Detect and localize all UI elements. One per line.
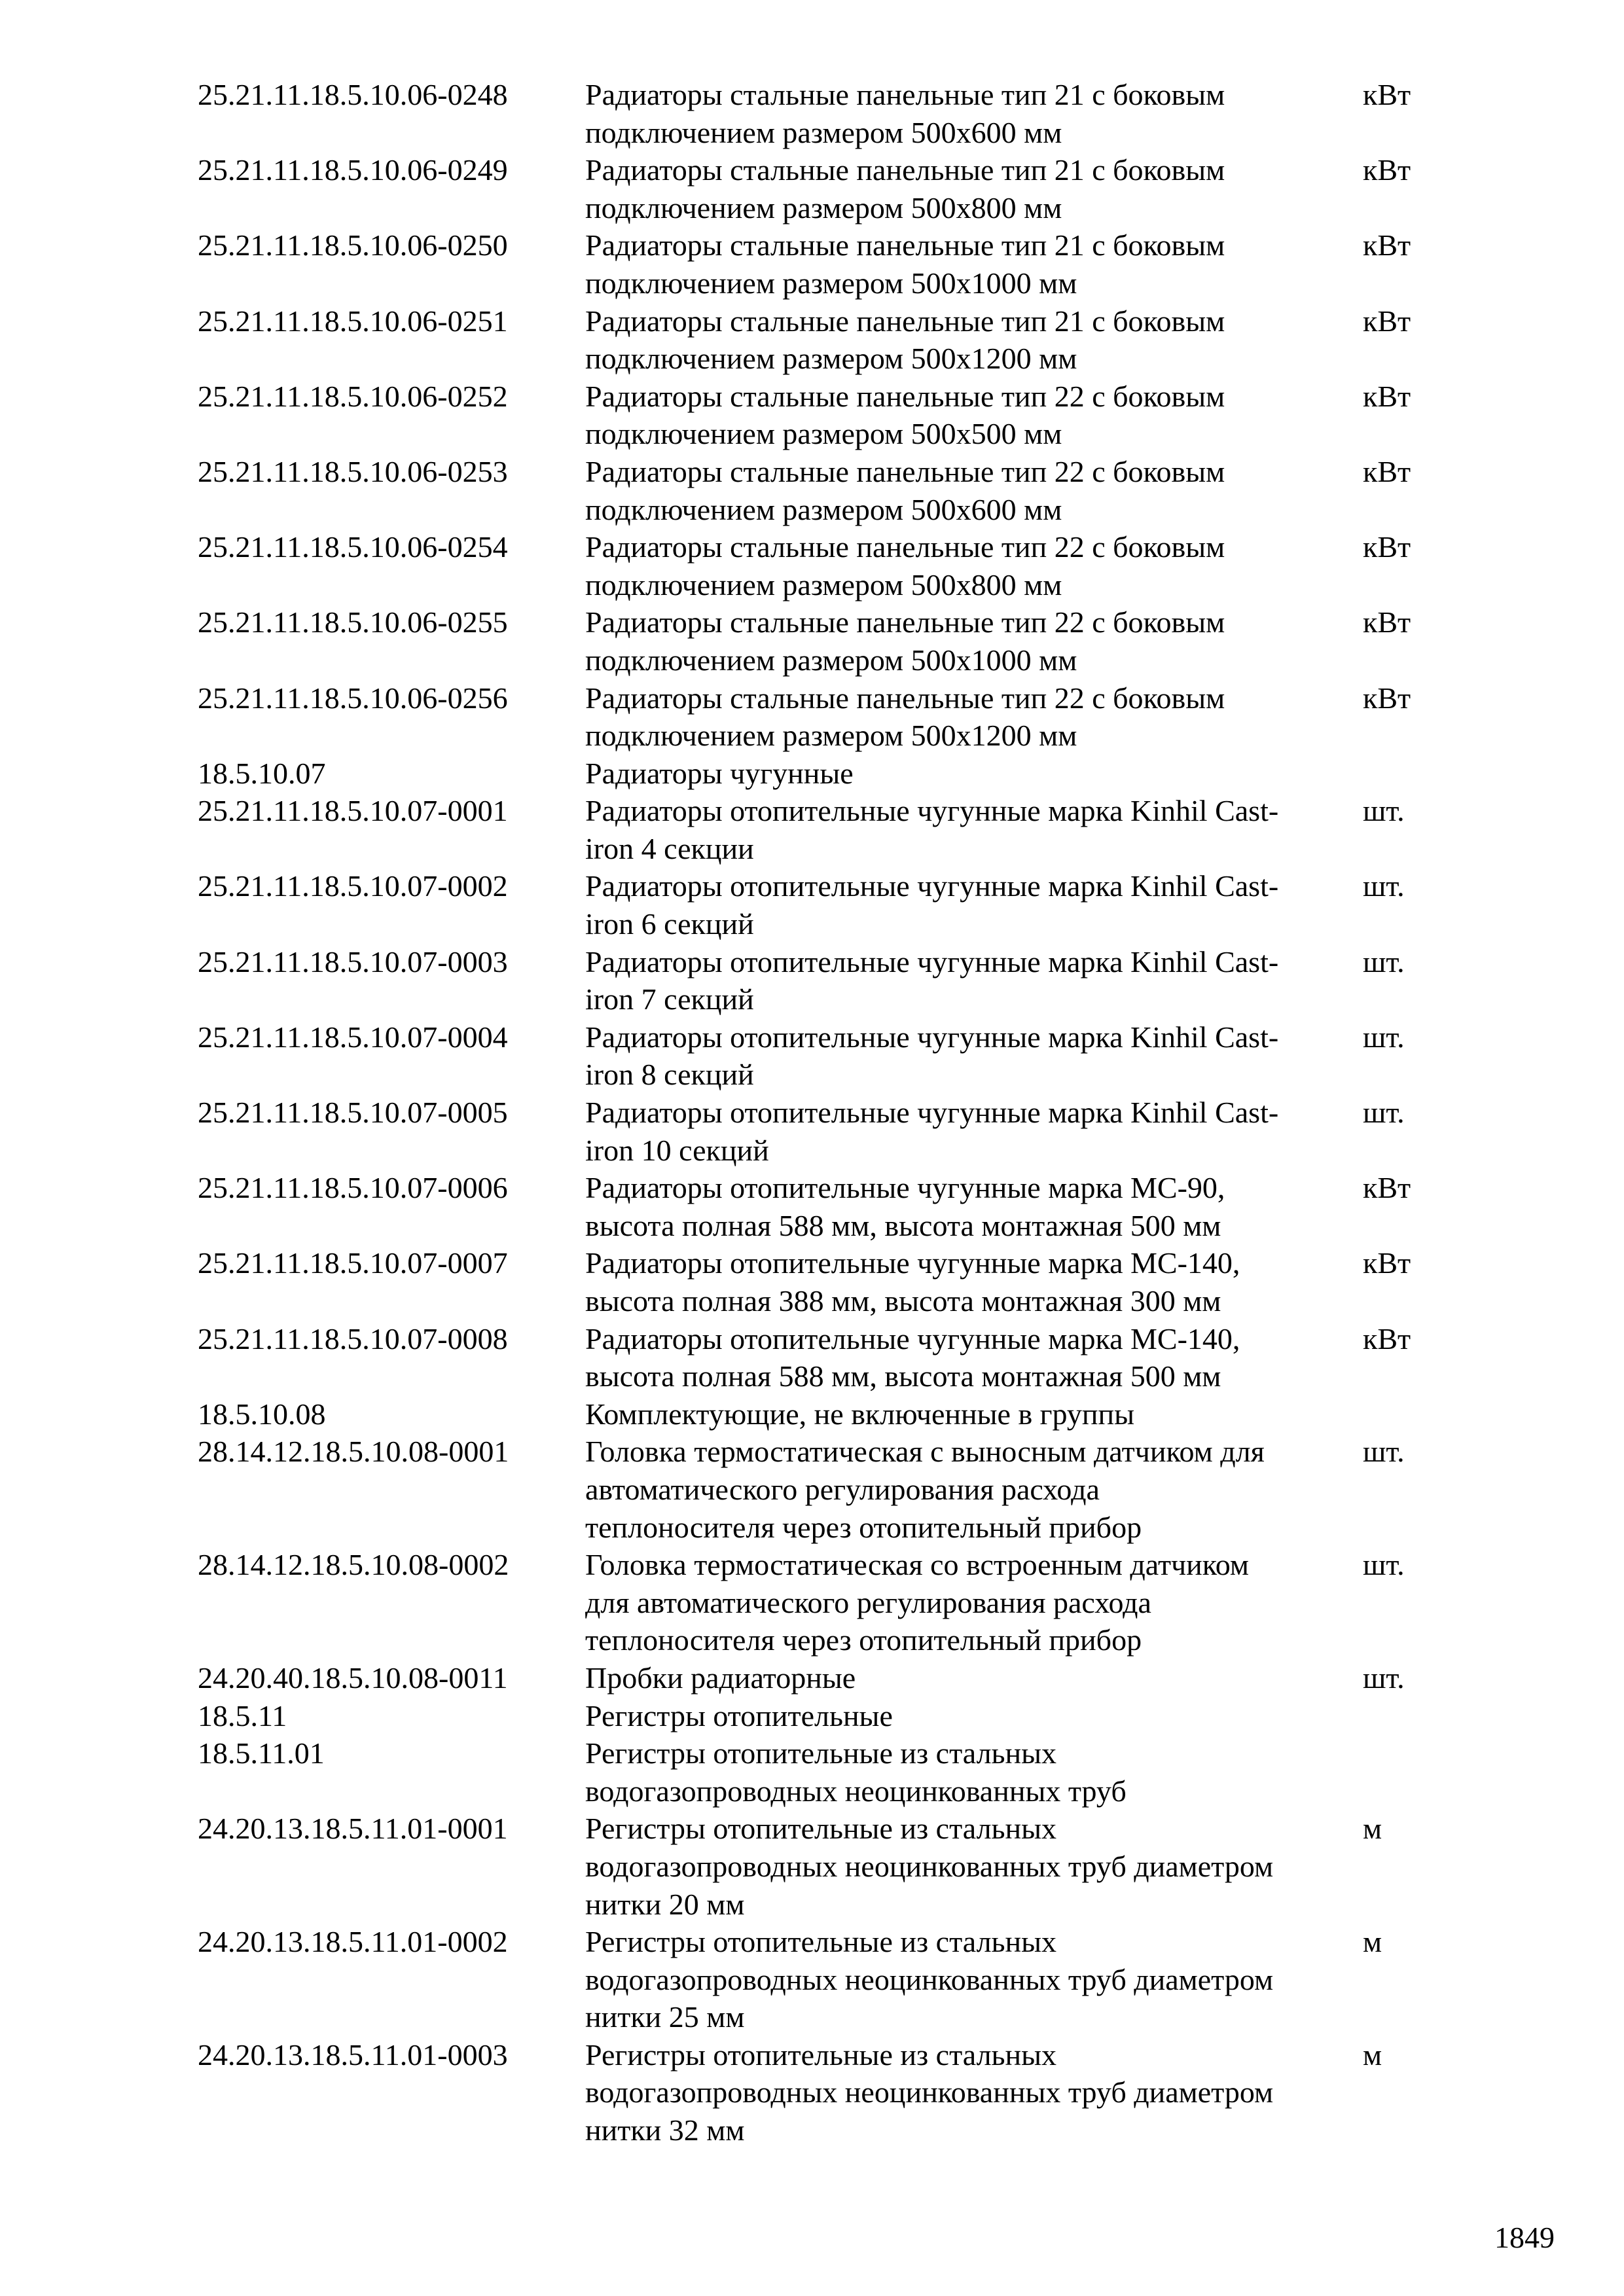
item-unit: кВт	[1363, 379, 1411, 413]
item-name: Радиаторы отопительные чугунные марка Kinhil Cast- iron 10 секций	[585, 1096, 1279, 1167]
item-code: 25.21.11.18.5.10.06-0249	[198, 153, 508, 187]
item-code: 18.5.10.08	[198, 1397, 326, 1431]
table-row	[198, 755, 1441, 793]
item-code: 25.21.11.18.5.10.06-0251	[198, 304, 508, 338]
item-code: 25.21.11.18.5.10.07-0004	[198, 1020, 508, 1054]
item-name: Радиаторы отопительные чугунные марка Kinhil Cast- iron 8 секций	[585, 1020, 1279, 1092]
item-name: Головка термостатическая с выносным датчиком для автоматического регулирования расхода теплоносителя через отопительный прибор	[585, 1435, 1265, 1544]
item-name: Головка термостатическая со встроенным датчиком для автоматического регулирования расхода теплоносителя через отопительный прибор	[585, 1548, 1250, 1657]
table-row	[198, 603, 1441, 679]
table-row	[198, 1018, 1441, 1094]
item-unit: м	[1363, 1925, 1382, 1959]
table-row	[198, 867, 1441, 942]
table-row	[198, 528, 1441, 603]
item-code: 24.20.40.18.5.10.08-0011	[198, 1660, 508, 1695]
item-code: 25.21.11.18.5.10.06-0254	[198, 530, 508, 564]
item-unit: м	[1363, 2037, 1382, 2072]
item-code: 18.5.10.07	[198, 756, 326, 790]
item-unit: шт.	[1363, 1096, 1405, 1130]
item-code: 24.20.13.18.5.11.01-0002	[198, 1925, 508, 1959]
table-row	[198, 1734, 1441, 1810]
table-row	[198, 1169, 1441, 1244]
item-name: Радиаторы стальные панельные тип 22 с боковым подключением размером 500х1000 мм	[585, 605, 1225, 677]
table-row	[198, 1433, 1441, 1546]
item-code: 25.21.11.18.5.10.06-0250	[198, 228, 508, 262]
item-code: 25.21.11.18.5.10.06-0255	[198, 605, 508, 639]
item-name: Регистры отопительные из стальных водогазопроводных неоцинкованных труб диаметром нитки 32 мм	[585, 2037, 1274, 2147]
item-unit: кВт	[1363, 153, 1411, 187]
item-code: 25.21.11.18.5.10.06-0248	[198, 78, 508, 111]
item-unit: шт.	[1363, 1660, 1405, 1695]
item-code: 25.21.11.18.5.10.06-0252	[198, 379, 508, 413]
table-row	[198, 679, 1441, 755]
item-unit: кВт	[1363, 78, 1411, 111]
item-unit: шт.	[1363, 944, 1405, 978]
table-row	[198, 1395, 1441, 1433]
item-code: 25.21.11.18.5.10.07-0006	[198, 1171, 508, 1205]
item-name: Радиаторы отопительные чугунные марка Kinhil Cast- iron 4 секции	[585, 794, 1279, 865]
item-name: Радиаторы стальные панельные тип 21 с боковым подключением размером 500х600 мм	[585, 78, 1225, 149]
item-code: 24.20.13.18.5.11.01-0001	[198, 1812, 508, 1846]
item-name: Радиаторы стальные панельные тип 21 с боковым подключением размером 500х1200 мм	[585, 304, 1225, 376]
table-row	[198, 1244, 1441, 1319]
table-row	[198, 1094, 1441, 1169]
item-code: 25.21.11.18.5.10.07-0008	[198, 1321, 508, 1355]
item-code: 25.21.11.18.5.10.06-0256	[198, 681, 508, 715]
item-unit: кВт	[1363, 454, 1411, 488]
item-code: 18.5.11.01	[198, 1736, 325, 1770]
page-number: 1849	[1494, 2221, 1555, 2254]
item-name: Пробки радиаторные	[585, 1660, 856, 1695]
table-row	[198, 1810, 1441, 1923]
item-code: 18.5.11	[198, 1698, 287, 1732]
item-name: Радиаторы чугунные	[585, 756, 854, 790]
item-unit: шт.	[1363, 1548, 1405, 1582]
table-row	[198, 151, 1441, 226]
item-unit: кВт	[1363, 530, 1411, 564]
table-row	[198, 76, 1441, 151]
item-name: Радиаторы стальные панельные тип 21 с боковым подключением размером 500х800 мм	[585, 153, 1225, 224]
item-name: Радиаторы стальные панельные тип 22 с боковым подключением размером 500х600 мм	[585, 454, 1225, 526]
table-row	[198, 453, 1441, 528]
table-row	[198, 1320, 1441, 1395]
item-name: Комплектующие, не включенные в группы	[585, 1397, 1135, 1431]
item-name: Радиаторы стальные панельные тип 22 с боковым подключением размером 500х800 мм	[585, 530, 1225, 601]
item-unit: кВт	[1363, 1246, 1411, 1280]
table-row	[198, 1697, 1441, 1735]
item-name: Радиаторы отопительные чугунные марка Kinhil Cast- iron 6 секций	[585, 869, 1279, 941]
item-unit: кВт	[1363, 1321, 1411, 1355]
item-code: 25.21.11.18.5.10.07-0002	[198, 869, 508, 903]
item-name: Радиаторы стальные панельные тип 21 с боковым подключением размером 500х1000 мм	[585, 228, 1225, 300]
item-name: Радиаторы отопительные чугунные марка МС-140, высота полная 588 мм, высота монтажная 500 мм	[585, 1321, 1240, 1393]
table-row	[198, 1923, 1441, 2036]
catalog-table	[198, 76, 1441, 2149]
table-row	[198, 378, 1441, 453]
item-code: 25.21.11.18.5.10.07-0005	[198, 1096, 508, 1130]
item-name: Радиаторы стальные панельные тип 22 с боковым подключением размером 500х500 мм	[585, 379, 1225, 451]
item-code: 25.21.11.18.5.10.07-0003	[198, 944, 508, 978]
item-name: Радиаторы стальные панельные тип 22 с боковым подключением размером 500х1200 мм	[585, 681, 1225, 753]
table-row	[198, 943, 1441, 1018]
item-code: 24.20.13.18.5.11.01-0003	[198, 2037, 508, 2072]
item-unit: кВт	[1363, 605, 1411, 639]
item-name: Радиаторы отопительные чугунные марка МС-140, высота полная 388 мм, высота монтажная 300 мм	[585, 1246, 1240, 1318]
table-row	[198, 226, 1441, 302]
item-name: Регистры отопительные	[585, 1698, 893, 1732]
item-unit: шт.	[1363, 1435, 1405, 1469]
item-unit: кВт	[1363, 304, 1411, 338]
item-code: 28.14.12.18.5.10.08-0001	[198, 1435, 509, 1469]
item-code: 25.21.11.18.5.10.07-0001	[198, 794, 508, 828]
item-unit: шт.	[1363, 869, 1405, 903]
item-code: 25.21.11.18.5.10.07-0007	[198, 1246, 508, 1280]
item-unit: м	[1363, 1812, 1382, 1846]
table-row	[198, 302, 1441, 378]
item-unit: шт.	[1363, 1020, 1405, 1054]
table-row	[198, 792, 1441, 867]
item-unit: шт.	[1363, 794, 1405, 828]
item-name: Регистры отопительные из стальных водогазопроводных неоцинкованных труб диаметром нитки 20 мм	[585, 1812, 1274, 1921]
item-code: 25.21.11.18.5.10.06-0253	[198, 454, 508, 488]
item-name: Радиаторы отопительные чугунные марка МС-90, высота полная 588 мм, высота монтажная 500 мм	[585, 1171, 1225, 1242]
item-unit: кВт	[1363, 228, 1411, 262]
item-code: 28.14.12.18.5.10.08-0002	[198, 1548, 509, 1582]
item-unit: кВт	[1363, 1171, 1411, 1205]
table-row	[198, 1546, 1441, 1659]
item-name: Регистры отопительные из стальных водогазопроводных неоцинкованных труб	[585, 1736, 1127, 1808]
table-row	[198, 2036, 1441, 2149]
table-row	[198, 1659, 1441, 1697]
item-name: Регистры отопительные из стальных водогазопроводных неоцинкованных труб диаметром нитки 25 мм	[585, 1925, 1274, 2034]
item-name: Радиаторы отопительные чугунные марка Kinhil Cast- iron 7 секций	[585, 944, 1279, 1016]
item-unit: кВт	[1363, 681, 1411, 715]
